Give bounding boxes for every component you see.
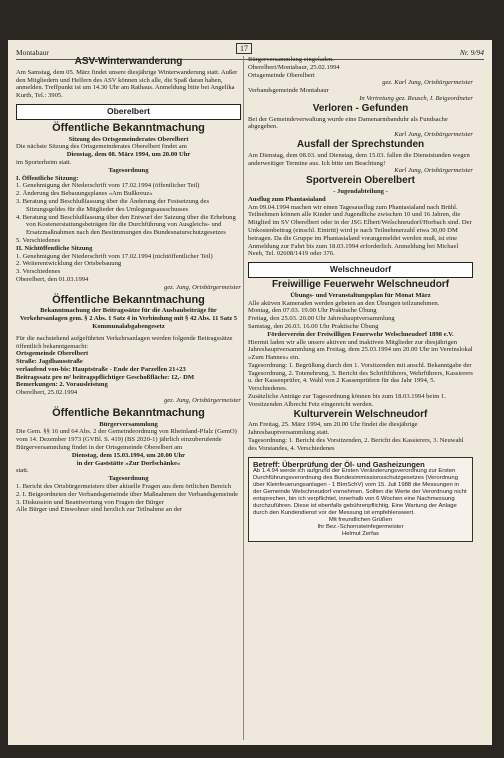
notice-title: Betreff: Überprüfung der Öl- und Gasheizungen <box>253 459 425 469</box>
heating-notice <box>248 457 473 543</box>
sport-heading: Ausflug zum Phantasialand <box>248 195 326 203</box>
verloren-title: Verloren - Gefunden <box>312 102 409 114</box>
asv-title: ASV-Winterwanderung <box>74 56 183 67</box>
ffw-subtitle: Übungs- und Veranstaltungsplan für Monat März <box>290 291 431 299</box>
notice-greeting: Mit freundlichen Grüßen <box>328 517 393 524</box>
ffw-line2: Freitag, den 25.03. 20.00 Uhr Jahreshauptversammlung <box>248 315 395 323</box>
left-column <box>16 56 241 514</box>
list-item: 3. Beratung und Beschlußfassung über die Änderung der Festsetzung des Sitzungsgeldes für die Mitglieder des Umlegungsausschusses <box>16 197 210 213</box>
bek1-agenda-list2 <box>16 253 241 276</box>
bek2-intro: Für die nachstehend aufgeführten Verkehrsanlagen werden folgende Beitragssätze öffentlich bekanntgemacht: <box>16 334 233 350</box>
bek1-date: Dienstag, dem 08. März 1994, um 20.00 Uhr <box>66 151 191 159</box>
notice-body: Ab 1.4.94 werde ich aufgrund der Ersten Veränderungsverordnung zur Ersten Durchführungsverordnung des Bundesimmissionsschutzgesetzes (Verordnung über Kleinfeuerungsanlagen - 1 BImSchV) vom 15. Juli 1988 die Messungen in der Gemeinde Welschneudorf vornehmen. Sollten die Werte der Verordnung nicht entsprechen, bin ich verpflichtet, innerhalb von 6 Wochen eine Nachmessung durchzuführen. Diese ist ebenfalls gebührenpflichtig. Eine Wartung der Anlage durch den Kundendienst vor der Messung ist empfehlenswert. <box>253 468 467 517</box>
sport-subtitle: - Jugendabteilung - <box>333 187 388 195</box>
kultur-body: Am Freitag, 25. März 1994, um 20.00 Uhr findet die diesjährige Jahreshauptversammlung statt. <box>248 421 418 437</box>
newspaper-page <box>8 40 492 745</box>
bek2-note: Bemerkungen: 2. Vorausleistung <box>16 381 108 389</box>
rt-line1: Bürgerversammlung eingeladen. <box>248 56 334 63</box>
bek2-subtitle: Bekanntmachung der Beitragssätze für die Ausbaubeiträge für Verkehrsanlagen gem. § 2 Abs. 1 Satz 4 in Verbindung mit § 42 Abs. 11 Satz 5 Kommunalabgabengesetz <box>19 307 238 330</box>
bek1-section2: II. Nichtöffentliche Sitzung <box>16 244 93 252</box>
ffw-foerderverein: Förderverein der Freiwilligen Feuerwehr Welschneudorf 1898 e.V. <box>267 330 454 338</box>
bek3-intro: Die Gem. §§ 16 und 64 Abs. 2 der Gemeindeordnung von Rheinland-Pfalz (GemO) vom 14. Dezember 1973 (GVBl. S. 419) (BS 2020-1) jährlich einzuberufende Bürgerversammlung findet in der Ortsgemeinde Oberelbert am <box>16 428 237 452</box>
list-item: 1. Genehmigung der Niederschrift vom 17.02.1994 (nichtöffentlicher Teil) <box>16 252 213 260</box>
sprech-body: Am Dienstag, dem 08.03. und Dienstag, dem 15.03. fallen die Dienststunden wegen anderweitiger Termine aus. Ich bitte um Beachtung! <box>248 151 470 167</box>
ffw-agenda: Tagesordnung: 1. Begrüßung durch den 1. Vorsitzenden mit anschl. Bekanntgabe der Tagesordnung, 2. Totenehrung, 3. Bericht des Schriftführers, Wehrführers, Kassierers u. der Kassenprüfer, 4. Wahl von 2 Kassenprüfern für das Jahr 1994, 5. Verschiedenes. <box>248 361 473 393</box>
bek1-agenda-heading: Tagesordnung <box>108 166 149 174</box>
header-location: Montabaur <box>16 48 49 57</box>
list-item: 2. Weiterentwicklung der Ortsbebauung <box>16 260 122 268</box>
bek3-title: Öffentliche Bekanntmachung <box>52 406 205 419</box>
ffw-title: Freiwillige Feuerwehr Welschneudorf <box>271 278 450 290</box>
list-item: 5. Verschiedenes <box>16 236 61 244</box>
bek2-dateline: Oberelbert, 25.02.1994 <box>16 389 78 397</box>
sprech-title: Ausfall der Sprechstunden <box>296 138 425 150</box>
bek1-place: im Sporterheim statt. <box>16 158 72 166</box>
notice-name: Helmut Zerfas <box>342 531 379 538</box>
list-item: 2. Änderung des Bebauungsplanes «Am Bußkreuz» <box>16 190 153 198</box>
section-box-welschneudorf: Welschneudorf <box>248 262 473 278</box>
bek1-intro: Die nächste Sitzung des Ortsgemeinderates Oberelbert findet am <box>16 143 187 151</box>
column-divider <box>243 56 244 740</box>
bek1-subtitle: Sitzung des Ortsgemeinderates Oberelbert <box>68 135 189 143</box>
list-item: 1. Bericht des Ortsbürgermeisters über aktuelle Fragen aus dem örtlichen Bereich <box>16 483 232 491</box>
sport-body: Am 09.04.1994 machen wir einen Tagesausflug zum Phantasialand nach Brühl. Teilnehmen können alle Kinder und Jugendliche zwischen 10 und 16 Jahren, die Mitglied im SV Oberelbert oder in der JSG Elbert/Welschneudorf/Horbach sind. Der Unkostenbeitrag (einschl. Eintritt) wird je nach Teilnehmerzahl etwa 30,00 DM betragen. Da die Gruppe im Phantasialand vorangemeldet werden muß, ist eine Anmeldung zur Fahrt bis zum 18.03.1994 erforderlich. Anmeldung bei Michael Neeb, Tel. 02608/1419 oder 376. <box>248 203 472 258</box>
rt-signature1: gez. Karl Jung, Ortsbürgermeister <box>382 79 473 87</box>
bek3-date: Dienstag, dem 15.03.1994, um 20.00 Uhr <box>71 451 186 459</box>
right-column <box>248 56 473 542</box>
asv-body: Am Samstag, dem 05. März findet unsere diesjährige Winterwanderung statt. Außer den Mitgliedern und Helfern des ASV können sich alle, die Spaß daran haben, anmelden. Treffpunkt ist um 14.30 Uhr am Rathaus. Anmeldung bitte bei Angelika Kurth, Tel.: 3905. <box>16 68 238 100</box>
ffw-additional: Zusätzliche Anträge zur Tagesordnung können bis zum 18.03.1994 beim 1. Vorsitzenden Albrecht Fetz eingereicht werden. <box>248 393 446 408</box>
list-item: 3. Verschiedenes <box>16 268 61 276</box>
list-item: 4. Beratung und Beschlußfassung über den Entwurf der Satzung über die Erhebung von Kostenerstattungsbeträgen für die Durchführung von Ausgleichs- und Ersatzmaßnahmen nach den Bestimmungen des Bundesnaturschutzgesetzes <box>16 213 236 237</box>
kultur-title: Kulturverein Welschneudorf <box>293 408 428 420</box>
bek3-subtitle: Bürgerversammlung <box>99 420 158 428</box>
rt-line2: Oberelbert/Montabaur, 25.02.1994 <box>248 63 340 71</box>
list-item: 1. Genehmigung der Niederschrift vom 17.02.1994 (öffentlicher Teil) <box>16 182 200 190</box>
bek1-signature: gez. Jung, Ortsbürgermeister <box>163 283 241 291</box>
kultur-agenda: Tagesordnung: 1. Bericht des Vorsitzenden, 2. Bericht des Kassierers, 3. Neuwahl des Vorstandes, 4. Verschiedenes <box>248 437 464 452</box>
sport-title: Sportverein Oberelbert <box>306 175 415 187</box>
issue-number: Nr. 9/94 <box>459 48 484 57</box>
page-number: 17 <box>236 43 252 54</box>
bek3-agenda-heading: Tagesordnung <box>108 475 149 483</box>
rt-signature2: In Vertretung gez. Reusch, I. Beigeordneter <box>359 94 473 102</box>
rt-line3: Ortsgemeinde Oberelbert <box>248 71 315 79</box>
bek1-title: Öffentliche Bekanntmachung <box>52 121 205 134</box>
bek2-gemeinde: Ortsgemeinde Oberelbert <box>16 350 89 358</box>
ffw-line3: Samstag, den 26.03. 16.00 Uhr Praktische Übung <box>248 322 379 330</box>
bek3-agenda-list <box>16 483 241 506</box>
sprech-signature: Karl Jung, Ortsbürgermeister <box>394 167 473 175</box>
ffw-line1: Montag, den 07.03. 19.00 Uhr Praktische Übung <box>248 307 377 315</box>
bek1-agenda-list <box>16 182 241 244</box>
bek2-course: verlaufend von-bis: Hauptstraße - Ende der Parzellen 21+23 <box>16 365 186 373</box>
bek2-street: Straße: Jagdhausstraße <box>16 358 83 366</box>
notice-role: Ihr Bez.-Schornsteinfegermeister <box>317 524 404 531</box>
list-item: 2. I. Beigeordneten der Verbandsgemeinde über Maßnahmen der Verbandsgemeinde <box>16 490 239 498</box>
section-box-oberelbert: Oberelbert <box>16 104 241 120</box>
bek3-outro: Alle Bürger und Einwohner sind herzlich zur Teilnahme an der <box>16 506 183 514</box>
bek2-rate: Beitragssatz pro m² beitragspflichtiger Geschoßfläche: 12,- DM <box>16 373 195 381</box>
verloren-body: Bei der Gemeindeverwaltung wurde eine Damenarmbanduhr als Fundsache abgegeben. <box>248 115 448 131</box>
rt-line4: Verbandsgemeinde Montabaur <box>248 87 329 95</box>
bek1-dateline: Oberelbert, den 01.03.1994 <box>16 275 89 283</box>
bek1-section1: I. Öffentliche Sitzung: <box>16 174 79 182</box>
ffw-body: Alle aktiven Kameraden werden gebeten an den Übungen teilzunehmen. <box>248 299 440 307</box>
bek3-statt: statt. <box>16 467 29 475</box>
bek2-title: Öffentliche Bekanntmachung <box>52 293 205 306</box>
ffw-fv-body: Hiermit laden wir alle unsere aktiven und inaktiven Mitglieder zur diesjährigen Jahreshauptversammlung am Freitag, dem 25.03.1994 um 20.00 Uhr im Vereinslokal »Zum Hannes« ein. <box>248 338 473 362</box>
bek3-place: in der Gaststätte »Zur Dorfschänke« <box>76 459 181 467</box>
list-item: 3. Diskussion und Beantwortung von Fragen der Bürger <box>16 498 164 506</box>
bek2-signature: gez. Jung, Ortsbürgermeister <box>163 397 241 405</box>
verloren-signature: Karl Jung, Ortsbürgermeister <box>394 131 473 139</box>
